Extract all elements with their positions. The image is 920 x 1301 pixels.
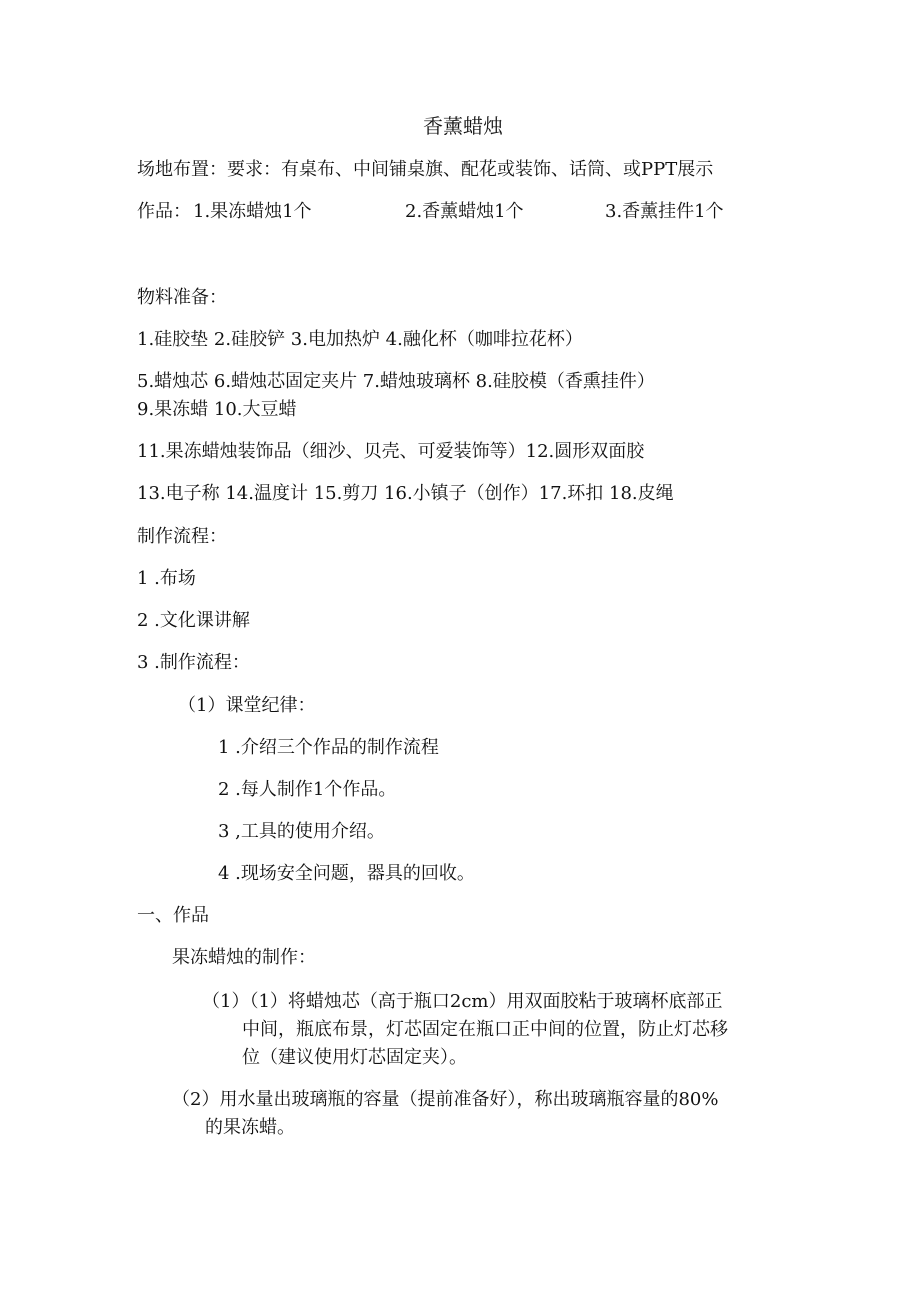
discipline-step: 3 ,工具的使用介绍。 (218, 821, 385, 842)
works-label: 作品： (137, 201, 191, 222)
document-title: 香薰蜡烛 (423, 114, 503, 138)
process-step: 3 .制作流程： (137, 652, 250, 673)
section-subheading: 果冻蜡烛的制作： (172, 947, 316, 968)
works-item: 1.果冻蜡烛1个 (193, 201, 312, 222)
instruction-line: （1）（1）将蜡烛芯（高于瓶口2cm）用双面胶粘于玻璃杯底部正 (202, 991, 723, 1012)
discipline-heading: （1）课堂纪律： (178, 695, 316, 716)
instruction-line: 位（建议使用灯芯固定夹）。 (242, 1047, 467, 1068)
instruction-line: （2）用水量出玻璃瓶的容量（提前准备好），称出玻璃瓶容量的80% (172, 1089, 719, 1110)
venue-requirements: 场地布置：要求：有桌布、中间铺桌旗、配花或装饰、话筒、或PPT展示 (137, 159, 714, 180)
materials-line: 11.果冻蜡烛装饰品（细沙、贝壳、可爱装饰等）12.圆形双面胶 (137, 441, 645, 462)
instruction-line: 的果冻蜡。 (205, 1117, 295, 1138)
materials-line: 1.硅胶垫 2.硅胶铲 3.电加热炉 4.融化杯（咖啡拉花杯） (137, 329, 583, 350)
section-heading: 一、作品 (137, 905, 209, 926)
discipline-step: 4 .现场安全问题，器具的回收。 (218, 863, 475, 884)
discipline-step: 1 .介绍三个作品的制作流程 (218, 737, 439, 758)
works-item: 2.香薰蜡烛1个 (405, 201, 524, 222)
works-item: 3.香薰挂件1个 (605, 201, 724, 222)
materials-line: 13.电子称 14.温度计 15.剪刀 16.小镇子（创作）17.环扣 18.皮绳 (137, 483, 674, 504)
materials-line: 9.果冻蜡 10.大豆蜡 (137, 399, 297, 420)
instruction-line: 中间，瓶底布景，灯芯固定在瓶口正中间的位置，防止灯芯移 (242, 1019, 728, 1040)
discipline-step: 2 .每人制作1个作品。 (218, 779, 397, 800)
process-step: 2 .文化课讲解 (137, 610, 250, 631)
process-step: 1 .布场 (137, 568, 196, 589)
materials-heading: 物料准备： (137, 287, 227, 308)
materials-line: 5.蜡烛芯 6.蜡烛芯固定夹片 7.蜡烛玻璃杯 8.硅胶模（香熏挂件） (137, 371, 655, 392)
process-heading: 制作流程： (137, 526, 227, 547)
